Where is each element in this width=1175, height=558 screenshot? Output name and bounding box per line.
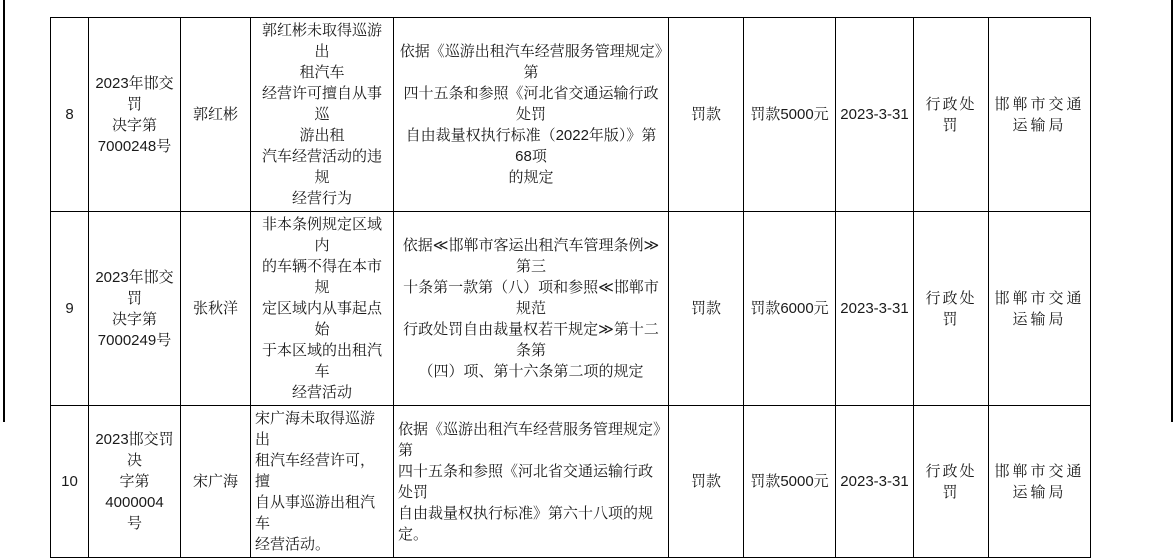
party-name: 张秋洋 (181, 212, 251, 406)
decision-number: 2023邯交罚决 字第4000004 号 (89, 406, 181, 558)
penalty-date: 2023-3-31 (836, 212, 914, 406)
violation-description: 郭红彬未取得巡游出 租汽车 经营许可擅自从事巡 游出租 汽车经营活动的违规 经营行为 (251, 18, 394, 212)
row-index: 10 (51, 406, 89, 558)
penalty-category: 行政处罚 (914, 212, 989, 406)
penalty-authority: 邯郸市交通 运输局 (989, 406, 1091, 558)
page-right-border-line (1171, 0, 1173, 422)
penalty-amount: 罚款5000元 (744, 406, 836, 558)
row-index: 8 (51, 18, 89, 212)
penalty-date: 2023-3-31 (836, 406, 914, 558)
penalty-type: 罚款 (669, 18, 744, 212)
table-row (51, 406, 1091, 558)
legal-basis: 依据《巡游出租汽车经营服务管理规定》第 四十五条和参照《河北省交通运输行政处罚 自由裁量权执行标准》第六十八项的规定。 (394, 406, 669, 558)
violation-description: 非本条例规定区域内 的车辆不得在本市规 定区域内从事起点始 于本区域的出租汽车 经营活动 (251, 212, 394, 406)
penalty-authority: 邯郸市交通 运输局 (989, 212, 1091, 406)
violation-description: 宋广海未取得巡游出 租汽车经营许可，擅 自从事巡游出租汽车 经营活动。 (251, 406, 394, 558)
decision-number: 2023年邯交罚 决字第 7000248号 (89, 18, 181, 212)
table-row (51, 18, 1091, 212)
penalty-category: 行政处罚 (914, 406, 989, 558)
table-row (51, 212, 1091, 406)
penalty-category: 行政处罚 (914, 18, 989, 212)
penalty-table (50, 17, 1091, 558)
penalty-amount: 罚款6000元 (744, 212, 836, 406)
penalty-type: 罚款 (669, 406, 744, 558)
decision-number: 2023年邯交罚 决字第 7000249号 (89, 212, 181, 406)
penalty-amount: 罚款5000元 (744, 18, 836, 212)
row-index: 9 (51, 212, 89, 406)
penalty-authority: 邯郸市交通 运输局 (989, 18, 1091, 212)
party-name: 宋广海 (181, 406, 251, 558)
legal-basis: 依据《巡游出租汽车经营服务管理规定》第 四十五条和参照《河北省交通运输行政处罚 自由裁量权执行标准（2022年版）》第68项 的规定 (394, 18, 669, 212)
penalty-type: 罚款 (669, 212, 744, 406)
page-left-border-line (3, 0, 5, 422)
party-name: 郭红彬 (181, 18, 251, 212)
legal-basis: 依据≪邯郸市客运出租汽车管理条例≫第三 十条第一款第（八）项和参照≪邯郸市规范 行政处罚自由裁量权若干规定≫第十二条第 （四）项、第十六条第二项的规定 (394, 212, 669, 406)
penalty-date: 2023-3-31 (836, 18, 914, 212)
